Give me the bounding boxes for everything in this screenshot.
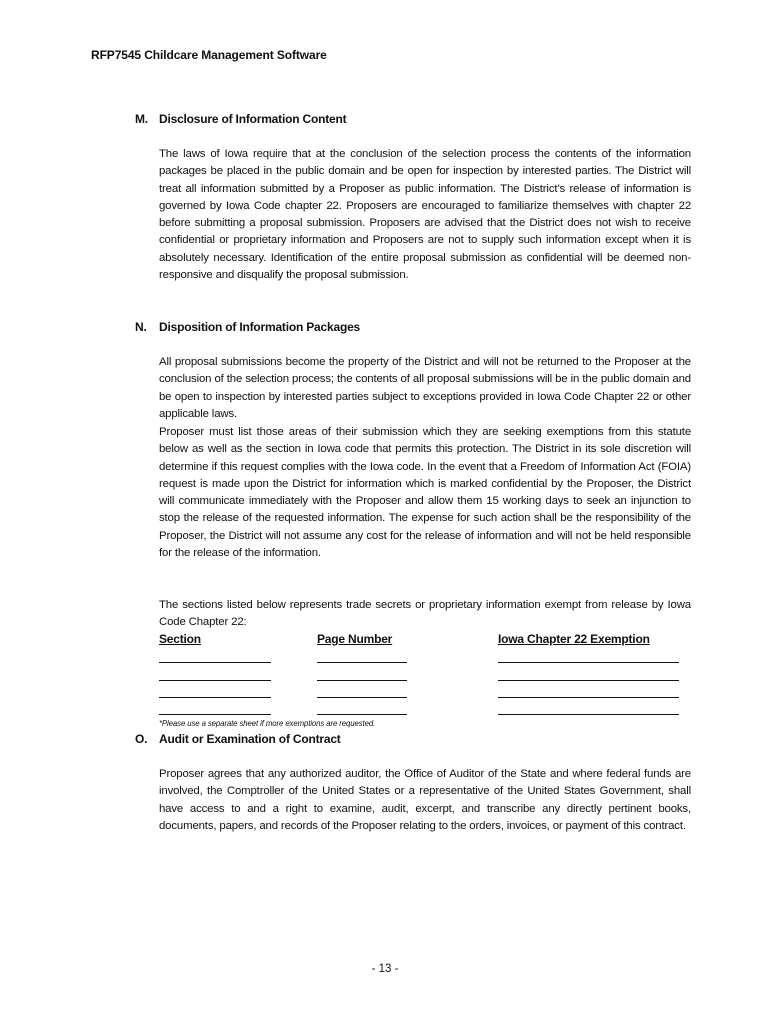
section-o-body: Proposer agrees that any authorized auditor, the Office of Auditor of the State and where federal funds are involved, the Comptroller of the United States or a representative of the United States Government, shall have access to and a right to examine, audit, excerpt, and transcribe any directly pertinent books, documents, papers, and records of the Proposer relating to the orders, invoices, or payment of this contract.	[159, 768, 691, 832]
page-blank-line-2[interactable]	[317, 680, 407, 681]
table-header-exemption: Iowa Chapter 22 Exemption	[498, 632, 650, 646]
section-m-title: Disclosure of Information Content	[159, 112, 347, 126]
section-n-body-3: The sections listed below represents trade secrets or proprietary information exempt from release by Iowa Code Chapter 22:	[159, 599, 691, 629]
page-blank-line-1[interactable]	[317, 662, 407, 663]
section-n-heading	[135, 320, 360, 334]
section-m-heading	[135, 112, 346, 126]
document-header: RFP7545 Childcare Management Software	[91, 48, 327, 62]
exemption-blank-line-2[interactable]	[498, 680, 679, 681]
section-n-body-1: All proposal submissions become the property of the District and will not be returned to the Proposer at the conclusion of the selection process; the contents of all proposal submissions will be in the public domain and be open to inspection by interested parties subject to exceptions provided in Iowa Code Chapter 22 or other applicable laws.	[159, 356, 691, 420]
section-blank-line-2[interactable]	[159, 680, 271, 681]
page-number: - 13 -	[371, 963, 399, 975]
section-blank-line-4[interactable]	[159, 714, 271, 715]
section-n-body-2: Proposer must list those areas of their submission which they are seeking exemptions from this statute below as well as the section in Iowa code that permits this protection. The District in its sole discretion will determine if this request complies with the Iowa code. In the event that a Freedom of Information Act (FOIA) request is made upon the District for information which is marked confidential by the Proposer, the District will communicate immediately with the Proposer and allow them 15 working days to seek an injunction to stop the release of the requested information. The expense for such action shall be the responsibility of the Proposer, the District will not assume any cost for the release of information and will not be held responsible for the release of the information.	[159, 426, 691, 560]
section-o-letter: O.	[135, 732, 148, 746]
section-blank-line-3[interactable]	[159, 697, 271, 698]
separate-sheet-note: *Please use a separate sheet if more exemptions are requested.	[159, 719, 376, 728]
page-blank-line-3[interactable]	[317, 697, 407, 698]
section-blank-line-1[interactable]	[159, 662, 271, 663]
section-m-body: The laws of Iowa require that at the conclusion of the selection process the contents of the information packages be placed in the public domain and be open for inspection by interested parties. The District will treat all information submitted by a Proposer as public information. The District’s release of information is governed by Iowa Code chapter 22. Proposers are encouraged to familiarize themselves with chapter 22 before submitting a proposal submission. Proposers are advised that the District does not wish to receive confidential or proprietary information and Proposers are not to supply such information except when it is absolutely necessary. Identification of the entire proposal submission as confidential will be deemed non-responsive and disqualify the proposal submission.	[159, 148, 691, 282]
section-o-title: Audit or Examination of Contract	[159, 732, 341, 746]
exemption-blank-line-4[interactable]	[498, 714, 679, 715]
section-n-title: Disposition of Information Packages	[159, 320, 361, 334]
section-m-letter: M.	[135, 112, 148, 126]
exemption-blank-line-1[interactable]	[498, 662, 679, 663]
table-header-page-number: Page Number	[317, 632, 393, 646]
section-o-heading	[135, 732, 341, 746]
section-n-letter: N.	[135, 320, 147, 334]
page-blank-line-4[interactable]	[317, 714, 407, 715]
table-header-section: Section	[159, 632, 201, 646]
exemption-blank-line-3[interactable]	[498, 697, 679, 698]
